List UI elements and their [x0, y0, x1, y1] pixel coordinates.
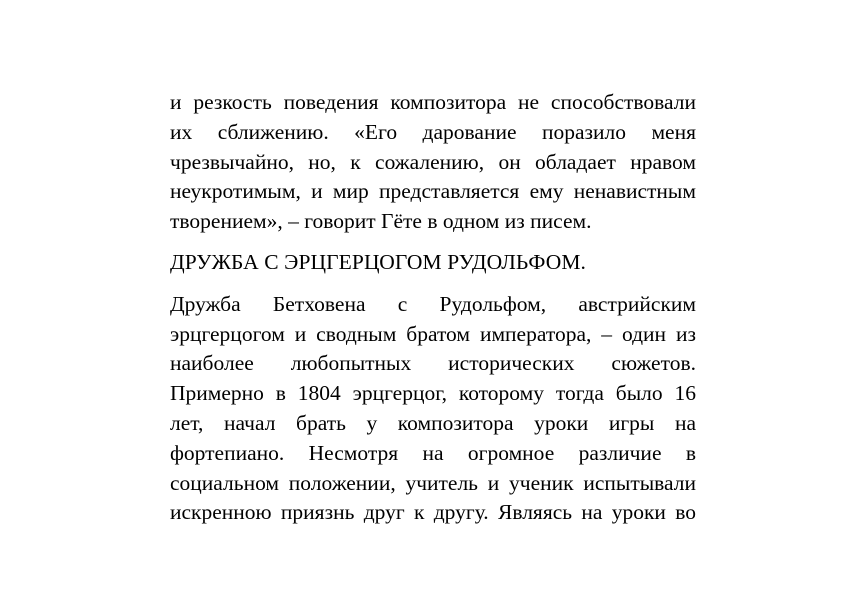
- text-line: Примерно в 1804 эрцгерцог, которому тогда было 16: [170, 381, 696, 406]
- paragraph-rudolph-friendship: [170, 290, 696, 528]
- text-line: эрцгерцогом и сводным братом императора, – один из: [170, 321, 696, 346]
- paragraph-spacer: [170, 237, 696, 248]
- text-line: чрезвычайно, но, к сожалению, он обладает нравом: [170, 149, 696, 174]
- text-column: [170, 88, 696, 528]
- text-line: наиболее любопытных исторических сюжетов.: [170, 351, 696, 376]
- text-line: Дружба Бетховена с Рудольфом, австрийским: [170, 291, 696, 316]
- text-line: искренною приязнь друг к другу. Являясь на уроки во: [170, 500, 696, 525]
- text-line: лет, начал брать у композитора уроки игры на: [170, 410, 696, 435]
- text-line: творением», – говорит Гёте в одном из писем.: [170, 209, 592, 234]
- text-line: фортепиано. Несмотря на огромное различие в: [170, 440, 696, 465]
- section-heading: ДРУЖБА С ЭРЦГЕРЦОГОМ РУДОЛЬФОМ.: [170, 249, 587, 274]
- text-line: социальном положении, учитель и ученик испытывали: [170, 470, 696, 495]
- paragraph-spacer: [170, 278, 696, 290]
- text-line: неукротимым, и мир представляется ему ненавистным: [170, 179, 696, 204]
- text-line: и резкость поведения композитора не способствовали: [170, 90, 696, 114]
- paragraph-goethe-quote: [170, 88, 696, 237]
- text-line: их сближению. «Его дарование поразило меня: [170, 119, 696, 144]
